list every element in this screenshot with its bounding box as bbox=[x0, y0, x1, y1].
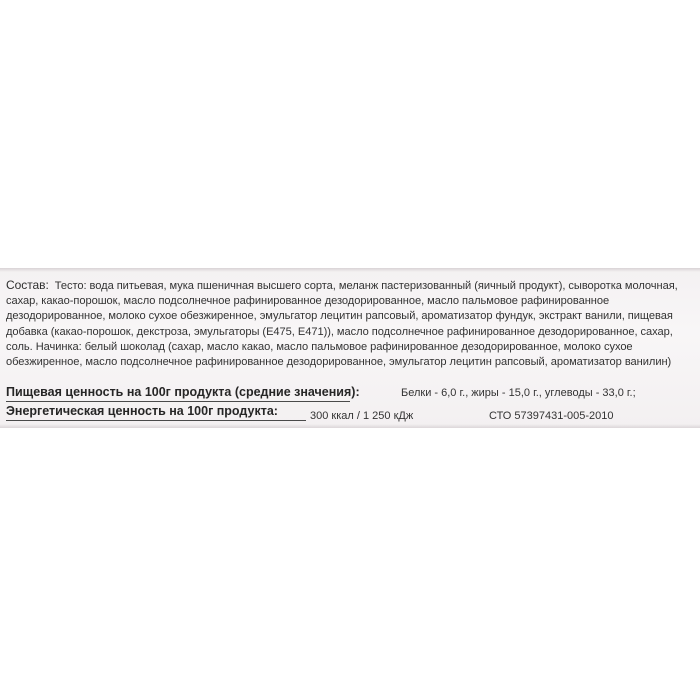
ingredients-text: Тесто: вода питьевая, мука пшеничная высшего сорта, меланж пастеризованный (яичный продукт), сыворотка молочная, сахар, какао-порошок, масло подсолнечное рафинированное дезодорированное, масло пальмовое рафинированное дезодорированное, молоко сухое обезжиренное, эмульгатор лецитин рапсовый, ароматизатор фундук, экстракт ванили, пищевая добавка (какао-порошок, декстроза, эмульгаторы (Е475, Е471)), масло подсолнечное рафинированное дезодорированное, сахар, соль. Начинка: белый шоколад (сахар, масло какао, масло пальмовое рафинированное дезодорированное, молоко сухое обезжиренное, масло подсолнечное рафинированное дезодорированное, эмульгатор лецитин рапсовый, ароматизатор ванилин) bbox=[6, 280, 678, 369]
standard-code: СТО 57397431-005-2010 bbox=[489, 410, 614, 422]
energy-underline bbox=[6, 420, 306, 421]
nutrition-heading: Пищевая ценность на 100г продукта (средние значения): bbox=[6, 385, 360, 399]
ingredients-heading: Состав: bbox=[6, 278, 49, 292]
energy-heading: Энергетическая ценность на 100г продукта: bbox=[6, 404, 278, 418]
energy-row bbox=[6, 404, 694, 426]
nutrition-underline bbox=[6, 401, 350, 402]
energy-value: 300 ккал / 1 250 кДж bbox=[310, 410, 414, 422]
nutrition-values: Белки - 6,0 г., жиры - 15,0 г., углеводы - 33,0 г.; bbox=[401, 387, 636, 399]
ingredients-block bbox=[6, 278, 694, 370]
nutrition-row bbox=[6, 385, 694, 403]
